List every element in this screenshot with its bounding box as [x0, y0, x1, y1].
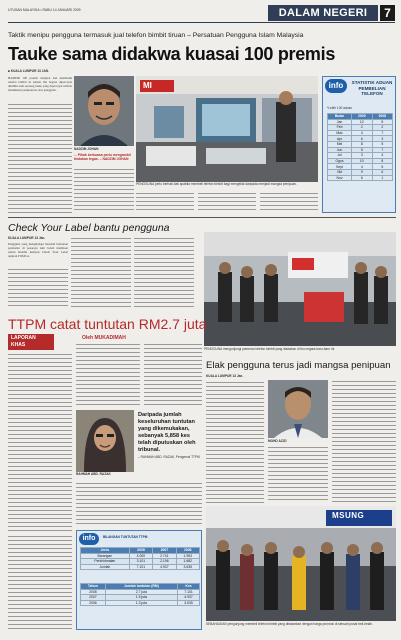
elak-byline: KUALA LUMPUR 13 Jan.	[206, 374, 244, 378]
ttpm-table-2-cell: 2006	[81, 600, 106, 606]
info-table-cell: Nov	[328, 175, 352, 181]
info-table-row	[328, 130, 393, 136]
ttpm-table-1-header-cell: Jenis	[81, 548, 130, 554]
info-table-cell: 7	[372, 130, 392, 136]
info-table-cell: Mei	[328, 141, 352, 147]
main-headline: Tauke sama didakwa kuasai 100 premis	[8, 44, 336, 64]
info-stat-table	[327, 113, 393, 181]
ttpm-body-col-1	[8, 353, 72, 531]
main-body-col-1	[8, 103, 72, 213]
ttpm-table-2-header-cell: Jumlah tuntutan (RM)	[105, 584, 177, 590]
samsung-sign: MSUNG	[332, 511, 365, 520]
ttpm-table-1-header-cell: 2008	[129, 548, 152, 554]
info-table-row	[328, 169, 393, 175]
main-body-col-2	[74, 168, 134, 213]
ttpm-table-1-cell: Perkhidmatan	[81, 559, 130, 565]
ttpm-table-1-cell: 3.635	[176, 564, 199, 570]
info-table-row	[328, 175, 393, 181]
azizi-caption: MOHD AZIZI	[268, 439, 287, 443]
ttpm-info-badge: info	[79, 533, 99, 545]
ttpm-table-2-cell: 4.937	[178, 595, 200, 601]
label-lead: Pengguna yang menghadapi masalah berkaitan pelabelan di pasaraya kini boleh membuat aduan melalui kempen Check Your Label anjuran FOMCA.	[8, 242, 68, 259]
ttpm-table-1-cell: 2.741	[153, 553, 176, 559]
ttpm-table-2-header-cell: Kes	[178, 584, 200, 590]
ttpm-table-1-cell: 3.101	[129, 559, 152, 565]
info-table-row	[328, 147, 393, 153]
info-table-cell: Jul	[328, 153, 352, 159]
ttpm-table-2-wrap	[80, 583, 200, 606]
ttpm-body-col-2	[76, 343, 140, 407]
elak-body-col-3	[332, 380, 396, 503]
info-table-cell: 3	[372, 136, 392, 142]
laporan-khas-badge: LAPORAN KHAS	[8, 334, 54, 350]
ttpm-table-2-header-cell: Tahun	[81, 584, 106, 590]
info-table-cell: 4	[372, 153, 392, 159]
ttpm-table-1-cell: 1.682	[176, 559, 199, 565]
ttpm-table-1-cell: Barangan	[81, 553, 130, 559]
elak-body-col-2	[268, 446, 328, 503]
rahmah-caption: RAHMAH ABD. RAZAK	[76, 472, 111, 476]
ttpm-table-1-cell: 7.101	[129, 564, 152, 570]
main-body-col-3	[136, 192, 194, 213]
main-byline: ■ KUALA LUMPUR 13 JAN.	[8, 69, 49, 73]
date-line: UTUSAN MALAYSIA • RABU 14 JANUARI 2009	[8, 8, 81, 12]
main-body-col-5	[260, 192, 318, 213]
section-rule-1	[8, 217, 396, 218]
info-table-wrap	[327, 113, 393, 181]
rahmah-portrait	[76, 410, 134, 472]
ttpm-table-2-cell: 1.9 juta	[105, 595, 177, 601]
masthead-rule	[8, 22, 395, 23]
nadzim-caption: NADZIM JOHAN	[74, 147, 99, 151]
info-table-cell: 9	[352, 169, 372, 175]
info-table-header-cell: Bulan	[328, 114, 352, 120]
ttpm-table-2-cell: 7.101	[178, 589, 200, 595]
info-table-row	[328, 153, 393, 159]
main-lead: HAMPIR 100 premis menjual dan membaiki telefon bimbit di sekitar ibu negara dipercayai dimiliki oleh seorang tauke yang dipercayai terlibat melakukan penipuan ke atas pengguna.	[8, 76, 72, 93]
ttpm-table-2-cell: 1.3 juta	[105, 600, 177, 606]
info-table-cell: 6	[372, 169, 392, 175]
ttpm-body-col-3	[144, 343, 202, 407]
info-table-header-cell: 2008	[372, 114, 392, 120]
article-kicker: Taktik menipu pengguna termasuk jual telefon bimbit tiruan – Persatuan Pengguna Islam Malaysia	[8, 32, 304, 39]
store-sign: MI	[143, 81, 152, 90]
ttpm-table-1-header-cell: 2006	[176, 548, 199, 554]
main-quote: ... Pihak berkuasa perlu mengambil tindakan tegas. – NADZIM JOHAN	[74, 153, 131, 162]
info-table-cell: 6	[352, 136, 372, 142]
info-table-cell: 5	[372, 141, 392, 147]
info-title: STATISTIK ADUAN PEMBELIAN TELEFON	[351, 80, 393, 97]
ttpm-table-2-cell: 3.635	[178, 600, 200, 606]
info-table-cell: Sept	[328, 164, 352, 170]
label-headline: Check Your Label bantu pengguna	[8, 222, 170, 234]
ttpm-table-1-cell: Jumlah	[81, 564, 130, 570]
phone-store-photo	[136, 76, 318, 182]
info-table-cell: Jun	[328, 147, 352, 153]
label-body-col-1	[8, 268, 68, 308]
ttpm-table-title: BILANGAN TUNTUTAN TTPM	[103, 535, 148, 539]
label-body-col-3	[134, 237, 194, 308]
ttpm-table-2-row	[81, 600, 200, 606]
info-table-row	[328, 158, 393, 164]
ttpm-table-1-header-cell: 2007	[153, 548, 176, 554]
info-table-cell: 5	[372, 119, 392, 125]
info-table-cell: 10	[352, 158, 372, 164]
info-table-cell: 2	[372, 125, 392, 131]
section-banner	[268, 5, 378, 21]
info-table-cell: 7	[372, 147, 392, 153]
info-table-cell: Jan	[328, 119, 352, 125]
elak-body-col-1	[206, 381, 264, 503]
info-table-cell: 3	[352, 153, 372, 159]
info-table-cell: Okt	[328, 169, 352, 175]
ttpm-pullquote	[138, 412, 202, 460]
booth-photo	[204, 232, 396, 346]
ttpm-body-col-4	[76, 482, 202, 526]
info-table-row	[328, 125, 393, 131]
ttpm-table-2-cell: 2.7 juta	[105, 589, 177, 595]
statistics-info-box	[322, 76, 396, 213]
info-table-cell: 2	[352, 125, 372, 131]
info-table-cell: Ogos	[328, 158, 352, 164]
info-table-cell: 1	[372, 175, 392, 181]
ttpm-table-2-cell: 2007	[81, 595, 106, 601]
ttpm-table-2-cell: 2008	[81, 589, 106, 595]
ttpm-table-1-cell: 2.196	[153, 559, 176, 565]
ttpm-byline: Oleh MUKADIMAH	[82, 335, 126, 341]
info-table-cell: 4	[352, 130, 372, 136]
ttpm-info-table-box	[76, 530, 202, 630]
info-table-cell: Mac	[328, 130, 352, 136]
info-table-header-cell: 2009	[352, 114, 372, 120]
info-badge: info	[325, 79, 347, 93]
info-table-row	[328, 141, 393, 147]
nadzim-portrait	[74, 76, 134, 146]
store-photo-caption: PENGGUNA perlu berhati-hati apabila membeli telefon bimbit bagi mengelak daripada menjadi mangsa penipuan.	[136, 182, 297, 186]
label-body-col-2	[71, 237, 131, 308]
ttpm-table-1-cell: 4.937	[153, 564, 176, 570]
crowd-photo-caption: SEBAHAGIAN pengunjung membeli telefon bimbit yang ditawarkan dengan harga promosi di sebuah pusat beli-belah.	[206, 622, 373, 626]
ttpm-table-1-row	[81, 564, 200, 570]
info-table-cell: 12	[352, 119, 372, 125]
info-table-cell: Apr	[328, 136, 352, 142]
info-table-row	[328, 164, 393, 170]
main-body-col-4	[198, 192, 256, 213]
ttpm-table-1-cell: 1.953	[176, 553, 199, 559]
info-table-cell: 8	[352, 141, 372, 147]
info-table-cell: Feb	[328, 125, 352, 131]
crowd-photo	[206, 506, 396, 621]
section-title: DALAM NEGERI	[278, 7, 368, 19]
info-table-cell: 5	[352, 147, 372, 153]
info-table-row	[328, 136, 393, 142]
ttpm-table-1-wrap	[80, 547, 200, 570]
info-table-cell: 4	[352, 164, 372, 170]
info-table-cell: 8	[372, 158, 392, 164]
booth-photo-caption: PENGGUNA mengunjungi pameran telefon bimbit yang diadakan di ibu negara baru-baru ini.	[204, 347, 336, 351]
label-byline: KUALA LUMPUR 13 Jan.	[8, 236, 46, 240]
ttpm-body-col-1b	[8, 535, 72, 630]
ttpm-table-1-cell: 4.000	[129, 553, 152, 559]
info-table-cell: 5	[372, 164, 392, 170]
ttpm-table-2	[80, 583, 200, 606]
elak-headline: Elak pengguna terus jadi mangsa penipuan	[206, 360, 391, 371]
info-table-cell: 6	[352, 175, 372, 181]
pullquote-attribution: – RAHMAH ABD. RAZAK, Pengerusi TTPM	[138, 455, 200, 459]
info-note: *Lebih 100 aduan	[327, 106, 352, 110]
ttpm-headline: TTPM catat tuntutan RM2.7 juta	[8, 316, 207, 332]
azizi-portrait	[268, 380, 328, 438]
ttpm-table-1	[80, 547, 200, 570]
pullquote-text: Daripada jumlah keseluruhan tuntutan yang dikemukakan, sebanyak 5,858 kes telah diputuskan oleh tribunal.	[138, 412, 196, 453]
page-number: 7	[380, 5, 395, 21]
info-table-row	[328, 119, 393, 125]
